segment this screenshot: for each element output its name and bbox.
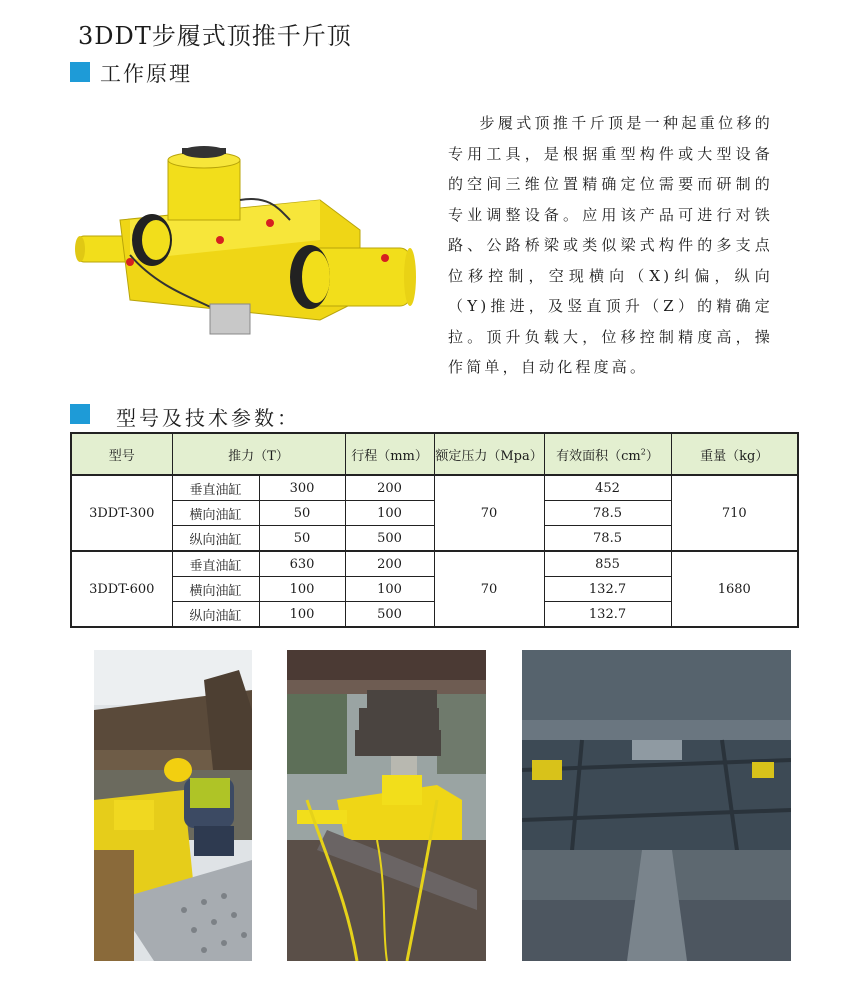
- thrust-cell: 50: [259, 526, 345, 552]
- thrust-cell: 50: [259, 501, 345, 526]
- header-pressure: 额定压力（Mpa）: [434, 433, 544, 475]
- section-marker: [70, 404, 90, 424]
- stroke-cell: 500: [345, 526, 434, 552]
- header-weight: 重量（kg）: [671, 433, 798, 475]
- stroke-cell: 100: [345, 577, 434, 602]
- area-cell: 132.7: [544, 577, 671, 602]
- table-row: [71, 551, 798, 577]
- header-thrust: 推力（T）: [172, 433, 345, 475]
- pressure-cell: 70: [434, 551, 544, 627]
- header-area: 有效面积$(cm^2)$: [544, 433, 671, 475]
- site-photo-jack: [287, 650, 486, 961]
- stroke-cell: 100: [345, 501, 434, 526]
- table-header-row: [71, 433, 798, 475]
- stroke-cell: 200: [345, 551, 434, 577]
- area-cell: 78.5: [544, 526, 671, 552]
- thrust-cell: 100: [259, 577, 345, 602]
- product-description: [448, 108, 773, 383]
- section-heading-principle: 工作原理: [100, 62, 192, 86]
- cylinder-cell: 垂直油缸: [172, 475, 259, 501]
- header-model: 型号: [71, 433, 172, 475]
- description-text: 步履式顶推千斤顶是一种起重位移的专用工具，是根据重型构件或大型设备的空间三维位置精确定位需要而研制的专业调整设备。应用该产品可进行对铁路、公路桥梁或类似梁式构件的多支点位移控制，空现横向（X)纠偏，纵向（Y)推进，及竖直顶升（Z）的精确定拉。顶升负载大，位移控制精度高，操作简单，自动化程度高。: [448, 114, 773, 376]
- page-title: 3DDT步履式顶推千斤顶: [78, 22, 352, 50]
- weight-cell: 710: [671, 475, 798, 551]
- area-cell: 132.7: [544, 602, 671, 628]
- area-cell: 78.5: [544, 501, 671, 526]
- area-cell: 452: [544, 475, 671, 501]
- stroke-cell: 200: [345, 475, 434, 501]
- thrust-cell: 300: [259, 475, 345, 501]
- site-photo-girder: [522, 650, 791, 961]
- pressure-cell: 70: [434, 475, 544, 551]
- cylinder-cell: 纵向油缸: [172, 526, 259, 552]
- section-marker: [70, 62, 90, 82]
- table-row: [71, 475, 798, 501]
- area-cell: 855: [544, 551, 671, 577]
- cylinder-cell: 纵向油缸: [172, 602, 259, 628]
- site-photo-worker: [94, 650, 252, 961]
- thrust-cell: 630: [259, 551, 345, 577]
- cylinder-cell: 垂直油缸: [172, 551, 259, 577]
- cylinder-cell: 横向油缸: [172, 501, 259, 526]
- section-heading-specs: 型号及技术参数：: [116, 406, 300, 430]
- cylinder-cell: 横向油缸: [172, 577, 259, 602]
- weight-cell: 1680: [671, 551, 798, 627]
- model-cell: 3DDT-300: [71, 475, 172, 551]
- model-cell: 3DDT-600: [71, 551, 172, 627]
- spec-table: [70, 432, 799, 628]
- header-stroke: 行程（mm）: [345, 433, 434, 475]
- stroke-cell: 500: [345, 602, 434, 628]
- thrust-cell: 100: [259, 602, 345, 628]
- product-image: [70, 140, 420, 340]
